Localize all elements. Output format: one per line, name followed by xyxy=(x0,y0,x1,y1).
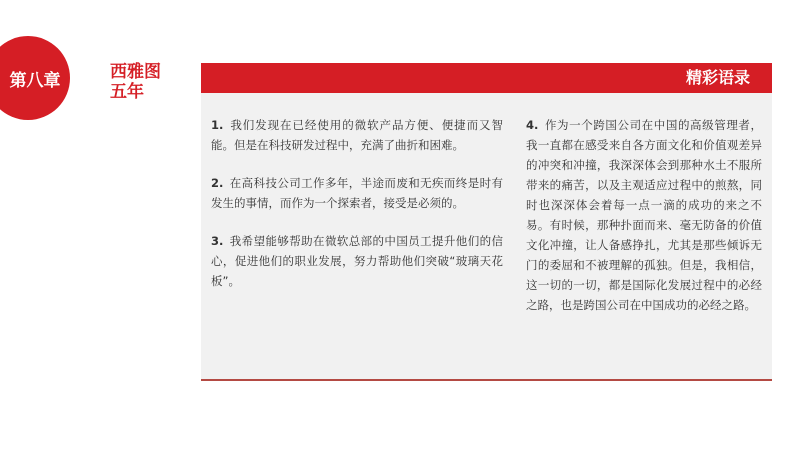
quote-text: 作为一个跨国公司在中国的高级管理者，我一直都在感受来自各方面文化和价值观差异的冲突和冲撞，我深深体会到那种水土不服所带来的痛苦，以及主观适应过程中的煎熬，同时也深深体会着每一点一滴的成功的来之不易。有时候，那种扑面而来、毫无防备的价值文化冲撞，让人备感挣扎，尤其是那些倾诉无门的委屈和不被理解的孤独。但是，我相信，这一切的一切，都是国际化发展过程中的必经之路，也是跨国公司在中国成功的必经之路。 xyxy=(526,118,762,312)
quote-item xyxy=(211,115,503,155)
quote-number: 3. xyxy=(211,234,224,248)
quote-number: 1. xyxy=(211,118,224,132)
quote-text: 在高科技公司工作多年，半途而废和无疾而终是时有发生的事情，而作为一个探索者，接受是必须的。 xyxy=(211,176,503,210)
section-title: 精彩语录 xyxy=(685,68,750,87)
quote-number: 2. xyxy=(211,176,224,190)
book-title-line2: 五年 xyxy=(110,82,144,102)
chapter-badge xyxy=(0,36,70,120)
quotes-column-left xyxy=(211,115,503,309)
quotes-panel xyxy=(201,93,772,380)
quote-text: 我希望能够帮助在微软总部的中国员工提升他们的信心，促进他们的职业发展，努力帮助他们突破“玻璃天花板”。 xyxy=(211,234,503,288)
quotes-column-right xyxy=(526,115,762,333)
quote-number: 4. xyxy=(526,118,539,132)
bottom-divider xyxy=(201,379,772,381)
book-title xyxy=(110,62,180,102)
quote-item xyxy=(211,231,503,291)
quote-text: 我们发现在已经使用的微软产品方便、便捷而又智能。但是在科技研发过程中，充满了曲折和困难。 xyxy=(211,118,503,152)
quote-item xyxy=(526,115,762,315)
quote-item xyxy=(211,173,503,213)
chapter-label: 第八章 xyxy=(9,70,61,91)
section-header-bar xyxy=(201,63,772,93)
book-title-line1: 西雅图 xyxy=(110,62,161,82)
